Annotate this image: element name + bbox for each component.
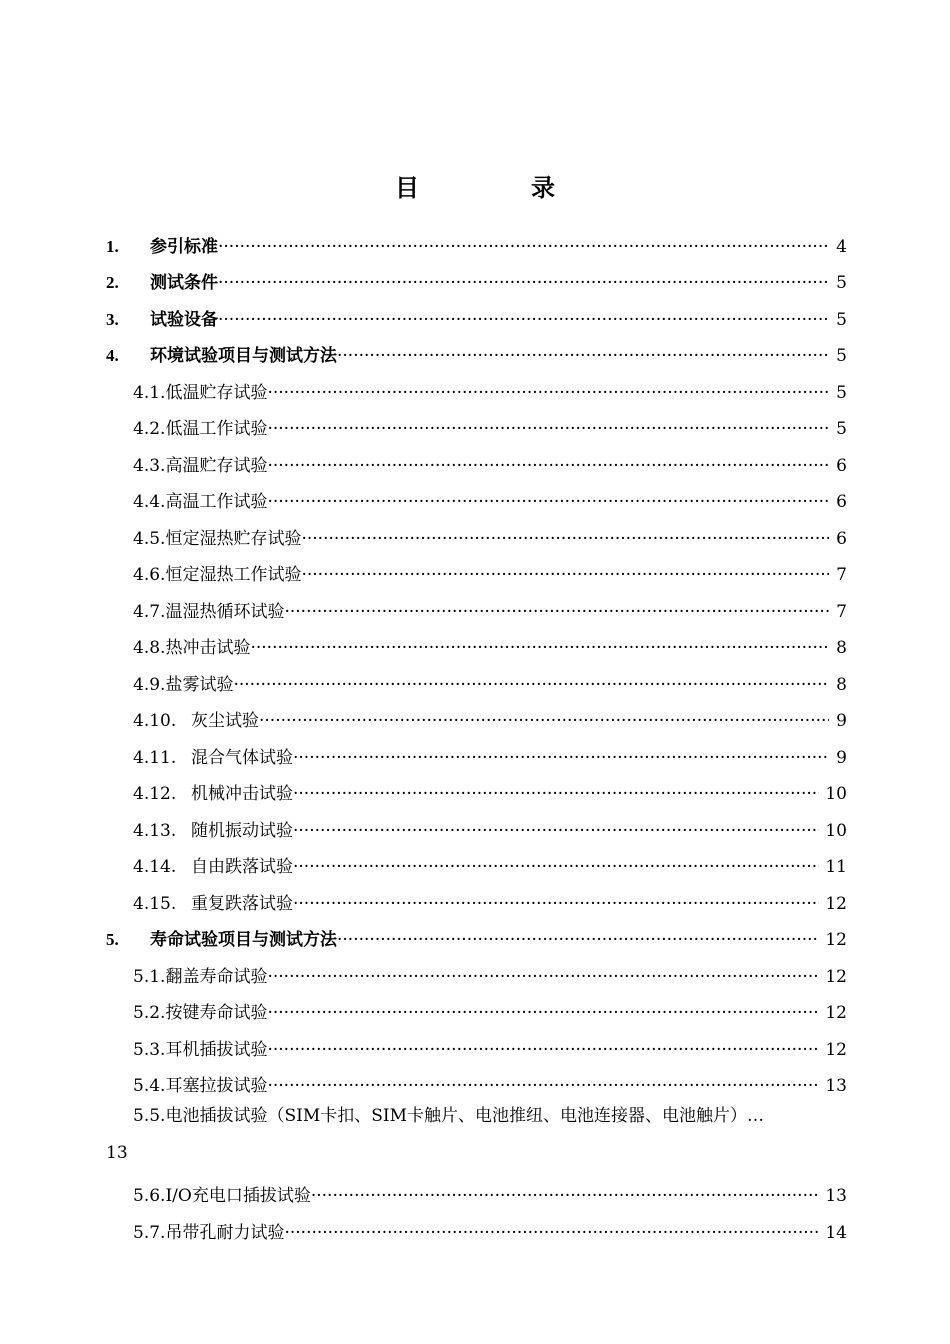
- leader-dots: [267, 1075, 819, 1097]
- leader-dots: [267, 418, 829, 440]
- toc-entry-5-5[interactable]: [133, 1105, 847, 1127]
- toc-entry-title: 混合气体试验: [191, 748, 293, 768]
- toc-entry-title: 按键寿命试验: [165, 1003, 268, 1023]
- toc-entry-4-1[interactable]: [133, 368, 847, 404]
- toc-entry-page: 5: [836, 419, 847, 439]
- toc-entry-page: 8: [836, 638, 847, 658]
- toc-entry-number: 5.3.: [133, 1040, 166, 1060]
- toc-entry-4-2[interactable]: [133, 404, 847, 440]
- toc-entry-title: 耳塞拉拔试验: [165, 1076, 268, 1096]
- toc-entry-page: 11: [825, 857, 847, 877]
- toc-entry-number: 5.7.: [133, 1223, 166, 1243]
- toc-entry-page: 12: [825, 930, 847, 950]
- toc-entry-page: 13: [825, 1076, 847, 1096]
- toc-entry-number: 4.11.: [133, 748, 177, 768]
- toc-entry-page: 4: [836, 237, 847, 257]
- leader-dots: [301, 528, 829, 550]
- toc-entry-number: 5.5.: [133, 1106, 166, 1126]
- toc-entry-title: 恒定湿热贮存试验: [165, 529, 302, 549]
- toc-entry-page: 6: [836, 456, 847, 476]
- toc-entry-number: 4.7.: [133, 602, 166, 622]
- leader-dots: [293, 820, 819, 842]
- leader-dots: [311, 1185, 820, 1207]
- toc-entry-page: 5: [836, 346, 847, 366]
- toc-entry-number: 4.15.: [133, 894, 177, 914]
- toc-entry-number: 4.6.: [133, 565, 166, 585]
- leader-dots: [337, 929, 819, 951]
- leader-dots: [250, 637, 829, 659]
- toc-entry-title: 试验设备: [150, 310, 218, 330]
- toc-entry-page: 9: [836, 748, 847, 768]
- leader-dots: [218, 309, 829, 331]
- toc-entry-title: 恒定湿热工作试验: [165, 565, 302, 585]
- toc-entry-4-12[interactable]: [133, 769, 847, 805]
- leader-dots: [267, 1002, 819, 1024]
- toc-entry-4-3[interactable]: [133, 441, 847, 477]
- leader-dots: [301, 564, 829, 586]
- toc-entry-number: 4.1.: [133, 383, 166, 403]
- toc-entry-page: 5: [836, 383, 847, 403]
- toc-entry-4-13[interactable]: [133, 806, 847, 842]
- page-title: 目 录: [395, 173, 599, 202]
- toc-entry-page: 14: [825, 1223, 847, 1243]
- toc-entry-title: 耳机插拔试验: [165, 1040, 268, 1060]
- toc-entry-5-1[interactable]: [133, 952, 847, 988]
- toc-entry-number: 4.5.: [133, 529, 166, 549]
- toc-entry-title: I/O充电口插拔试验: [165, 1186, 311, 1206]
- toc-entry-title: 机械冲击试验: [191, 784, 293, 804]
- toc-entry-title: 低温工作试验: [165, 419, 268, 439]
- toc-entry-title: 寿命试验项目与测试方法: [150, 930, 337, 950]
- toc-entry-4-7[interactable]: [133, 587, 847, 623]
- toc-entry-2[interactable]: [106, 258, 847, 294]
- leader-dots: [293, 893, 819, 915]
- toc-entry-number: 4.9.: [133, 675, 166, 695]
- leader-dots: [293, 747, 829, 769]
- toc-entry-number: 5.1.: [133, 967, 166, 987]
- toc-entry-number: 4.12.: [133, 784, 177, 804]
- toc-entry-page: 5: [836, 273, 847, 293]
- leader-dots: [293, 783, 819, 805]
- toc-entry-page: 6: [836, 492, 847, 512]
- toc-entry-number: 5.: [106, 930, 119, 949]
- toc-entry-title: 温湿热循环试验: [165, 602, 285, 622]
- toc-entry-page: 12: [825, 894, 847, 914]
- toc-entry-number: 4.4.: [133, 492, 166, 512]
- toc-entry-number: 4.10.: [133, 711, 177, 731]
- toc-entry-4-4[interactable]: [133, 477, 847, 513]
- toc-entry-4-10[interactable]: [133, 696, 847, 732]
- toc-entry-4-14[interactable]: [133, 842, 847, 878]
- leader-dots: [267, 382, 829, 404]
- leader-dots: [293, 856, 819, 878]
- toc-entry-number: 4.14.: [133, 857, 177, 877]
- toc-entry-title: 环境试验项目与测试方法: [150, 346, 337, 366]
- toc-entry-number: 5.6.: [133, 1186, 166, 1206]
- toc-entry-page: 7: [836, 602, 847, 622]
- toc-entry-page: 10: [825, 784, 847, 804]
- toc-entry-number: 2.: [106, 273, 119, 292]
- leader-dots: [233, 674, 829, 696]
- leader-dots: [337, 345, 829, 367]
- toc-entry-number: 4.2.: [133, 419, 166, 439]
- toc-entry-page: 7: [836, 565, 847, 585]
- toc-entry-4-9[interactable]: [133, 660, 847, 696]
- toc-entry-number: 1.: [106, 237, 119, 256]
- toc-entry-5-4[interactable]: [133, 1061, 847, 1097]
- leader-dots: [218, 236, 829, 258]
- toc-entry-title: 自由跌落试验: [191, 857, 293, 877]
- toc-entry-title: 低温贮存试验: [165, 383, 268, 403]
- toc-entry-page: 12: [825, 1003, 847, 1023]
- toc-entry-4-15[interactable]: [133, 879, 847, 915]
- toc-entry-title: 测试条件: [150, 273, 218, 293]
- toc-entry-title: 灰尘试验: [191, 711, 259, 731]
- toc-entry-title: 盐雾试验: [165, 675, 234, 695]
- toc-entry-5-5-page[interactable]: 13: [106, 1143, 128, 1163]
- toc-entry-number: 4.13.: [133, 821, 177, 841]
- toc-entry-title: 热冲击试验: [165, 638, 251, 658]
- toc-entry-1[interactable]: [106, 222, 847, 258]
- toc-entry-3[interactable]: [106, 295, 847, 331]
- toc-entry-number: 5.2.: [133, 1003, 166, 1023]
- toc-entry-page: 13: [825, 1186, 847, 1206]
- toc-entry-4-11[interactable]: [133, 733, 847, 769]
- toc-entry-title: 随机振动试验: [191, 821, 293, 841]
- toc-entry-title: 电池插拔试验（SIM卡扣、SIM卡触片、电池推纽、电池连接器、电池触片）…: [165, 1106, 764, 1126]
- toc-entry-4-8[interactable]: [133, 623, 847, 659]
- toc-entry-5-3[interactable]: [133, 1025, 847, 1061]
- leader-dots: [267, 966, 819, 988]
- toc-entry-number: 3.: [106, 310, 119, 329]
- toc-entry-title: 参引标准: [150, 237, 218, 257]
- leader-dots: [284, 601, 829, 623]
- leader-dots: [284, 1222, 819, 1244]
- toc-entry-page: 6: [836, 529, 847, 549]
- toc-entry-number: 4.3.: [133, 456, 166, 476]
- toc-entry-number: 5.4.: [133, 1076, 166, 1096]
- toc-entry-number: 4.: [106, 346, 119, 365]
- toc-entry-5-6[interactable]: [133, 1171, 847, 1207]
- leader-dots: [267, 491, 829, 513]
- toc-entry-page: 5: [836, 310, 847, 330]
- leader-dots: [267, 1039, 819, 1061]
- toc-entry-4-5[interactable]: [133, 514, 847, 550]
- toc-entry-4[interactable]: [106, 331, 847, 367]
- toc-entry-title: 高温贮存试验: [165, 456, 268, 476]
- toc-entry-page: 8: [836, 675, 847, 695]
- leader-dots: [218, 272, 829, 294]
- toc-entry-page: 9: [836, 711, 847, 731]
- toc-entry-5-2[interactable]: [133, 988, 847, 1024]
- toc-entry-page: 10: [825, 821, 847, 841]
- toc-entry-number: 4.8.: [133, 638, 166, 658]
- toc-entry-4-6[interactable]: [133, 550, 847, 586]
- toc-entry-title: 高温工作试验: [165, 492, 268, 512]
- leader-dots: [267, 455, 829, 477]
- leader-dots: [259, 710, 829, 732]
- toc-entry-5[interactable]: [106, 915, 847, 951]
- toc-entry-title: 吊带孔耐力试验: [165, 1223, 285, 1243]
- toc-entry-title: 重复跌落试验: [191, 894, 293, 914]
- toc-entry-page: 12: [825, 1040, 847, 1060]
- toc-entry-title: 翻盖寿命试验: [165, 967, 268, 987]
- toc-entry-page: 12: [825, 967, 847, 987]
- toc-entry-5-7[interactable]: [133, 1208, 847, 1244]
